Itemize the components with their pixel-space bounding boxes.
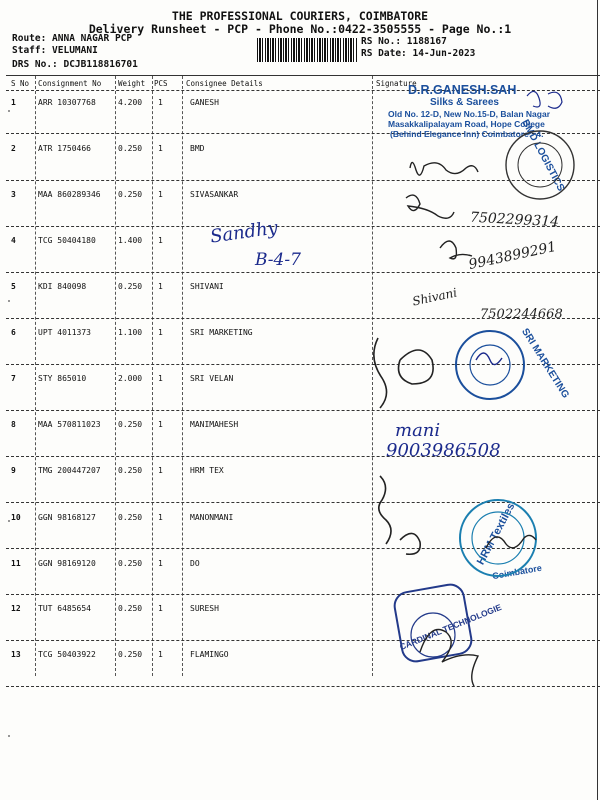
row-sno: 1 (11, 98, 16, 107)
row-sno: 3 (11, 190, 16, 199)
row-consignee: HRM TEX (190, 466, 224, 475)
row-sno: 13 (11, 650, 21, 659)
row-consignee: MANONMANI (190, 513, 234, 522)
row-sno: 11 (11, 559, 21, 568)
drs-number: DRS No.: DCJB118816701 (12, 59, 138, 70)
handwritten-phone: 9003986508 (386, 440, 501, 461)
row-weight: 1.400 (118, 236, 143, 245)
signature-stroke (440, 241, 472, 259)
stamp-cardinal-text: CARDINAL TECHNOLOGIE (398, 601, 503, 653)
route-label: Route: ANNA NAGAR PCP (12, 33, 133, 44)
row-weight: 1.100 (118, 328, 143, 337)
row-sno: 4 (11, 236, 16, 245)
stamp-bmd-text: BMD LOGISTICS (519, 117, 567, 194)
signature-stroke (486, 535, 536, 548)
row-consignment: GGN 98169120 (38, 559, 96, 568)
row-consignee: SURESH (190, 604, 219, 613)
signature-stroke (406, 195, 454, 218)
handwritten-phone: 7502299314 (469, 209, 560, 231)
row-pcs: 1 (158, 98, 163, 107)
row-consignment: TMG 200447207 (38, 466, 101, 475)
bmd-stamp-inner-circle (518, 143, 562, 187)
row-sno: 10 (11, 513, 21, 522)
company-title: THE PROFESSIONAL COURIERS, COIMBATORE (171, 9, 429, 23)
rs-date: RS Date: 14-Jun-2023 (361, 48, 476, 59)
row-consignee: BMD (190, 144, 205, 153)
row-pcs: 1 (158, 144, 163, 153)
signature-stroke (527, 91, 562, 108)
stamp-ganesh-line3: Masakkalipalayam Road, Hope College (388, 119, 545, 129)
row-sno: 8 (11, 420, 16, 429)
row-consignment: GGN 98168127 (38, 513, 96, 522)
handwritten-receiver-name: mani (395, 420, 441, 441)
row-consignment: UPT 4011373 (38, 328, 91, 337)
runsheet-subtitle: Delivery Runsheet - PCP - Phone No.:0422-3505555 - Page No.:1 (88, 22, 512, 36)
row-weight: 0.250 (118, 466, 143, 475)
handwritten-receiver-name: Shivani (411, 285, 459, 309)
row-weight: 0.250 (118, 190, 143, 199)
stamp-ganesh-line2: Old No. 12-D, New No.15-D, Balan Nagar (388, 109, 551, 119)
col-consignee: Consignee Details (186, 79, 263, 88)
row-pcs: 1 (158, 328, 163, 337)
row-consignment: STY 865010 (38, 374, 87, 383)
row-consignment: TCG 50404180 (38, 236, 96, 245)
col-consignment: Consignment No (38, 79, 102, 88)
handwritten-phone: 9943899291 (467, 238, 558, 274)
stamp-hrm-text: HRM Textiles (474, 501, 518, 567)
row-pcs: 1 (158, 466, 163, 475)
handwritten-phone: 7502244668 (480, 307, 563, 322)
signature-stroke (420, 630, 478, 687)
row-consignment: ATR 1750466 (38, 144, 91, 153)
row-consignee: DO (190, 559, 200, 568)
signature-stroke (374, 338, 433, 408)
row-consignee: MANIMAHESH (190, 420, 239, 429)
row-weight: 0.250 (118, 559, 143, 568)
row-pcs: 1 (158, 374, 163, 383)
signature-stroke (410, 162, 478, 175)
row-sno: 2 (11, 144, 16, 153)
signature-stroke (476, 353, 502, 365)
col-weight: Weight (118, 79, 146, 88)
row-consignee: FLAMINGO (190, 650, 229, 659)
row-consignee: GANESH (190, 98, 219, 107)
col-signature: Signature (376, 79, 417, 88)
stamp-ganesh-line4: (Behind Elegance Inn) Coimbatore - 4. (390, 129, 544, 139)
row-pcs: 1 (158, 513, 163, 522)
stamp-ganesh-name: D.R.GANESH.SAH (408, 83, 517, 97)
row-consignment: MAA 570811023 (38, 420, 101, 429)
row-weight: 4.200 (118, 98, 143, 107)
row-pcs: 1 (158, 190, 163, 199)
row-consignment: ARR 10307768 (38, 98, 96, 107)
row-weight: 0.250 (118, 420, 143, 429)
staff-label: Staff: VELUMANI (12, 45, 98, 56)
rs-number: RS No.: 1188167 (361, 36, 447, 47)
stamp-ganesh-line1: Silks & Sarees (430, 97, 499, 108)
row-consignee: SRI MARKETING (190, 328, 253, 337)
row-consignment: MAA 860289346 (38, 190, 101, 199)
sri-stamp-inner-circle (470, 345, 510, 385)
stamp-sri-text: SRI MARKETING (519, 326, 571, 401)
row-consignment: TUT 6485654 (38, 604, 91, 613)
sri-stamp-circle (456, 331, 524, 399)
cardinal-stamp-frame (392, 582, 473, 663)
col-sno: S No (11, 79, 30, 88)
row-consignee: SIVASANKAR (190, 190, 239, 199)
stamp-hrm-sub: Coimbatore (491, 562, 543, 582)
handwritten-receiver-note: B-4-7 (255, 250, 301, 270)
row-weight: 2.000 (118, 374, 143, 383)
row-pcs: 1 (158, 420, 163, 429)
row-consignment: TCG 50403922 (38, 650, 96, 659)
hrm-stamp-inner-circle (472, 512, 524, 564)
handwritten-receiver-name: Sandhy (208, 217, 280, 248)
row-pcs: 1 (158, 604, 163, 613)
row-weight: 0.250 (118, 513, 143, 522)
row-sno: 12 (11, 604, 21, 613)
row-weight: 0.250 (118, 282, 143, 291)
row-pcs: 1 (158, 559, 163, 568)
bmd-stamp-circle (506, 131, 574, 199)
row-consignee: SRI VELAN (190, 374, 234, 383)
row-sno: 7 (11, 374, 16, 383)
row-consignee: SHIVANI (190, 282, 224, 291)
row-pcs: 1 (158, 282, 163, 291)
row-sno: 9 (11, 466, 16, 475)
row-pcs: 1 (158, 236, 163, 245)
row-sno: 6 (11, 328, 16, 337)
row-sno: 5 (11, 282, 16, 291)
row-pcs: 1 (158, 650, 163, 659)
col-pcs: PCS (154, 79, 168, 88)
row-consignment: KDI 840098 (38, 282, 87, 291)
row-weight: 0.250 (118, 144, 143, 153)
signature-stroke (379, 476, 420, 554)
row-weight: 0.250 (118, 650, 143, 659)
row-weight: 0.250 (118, 604, 143, 613)
